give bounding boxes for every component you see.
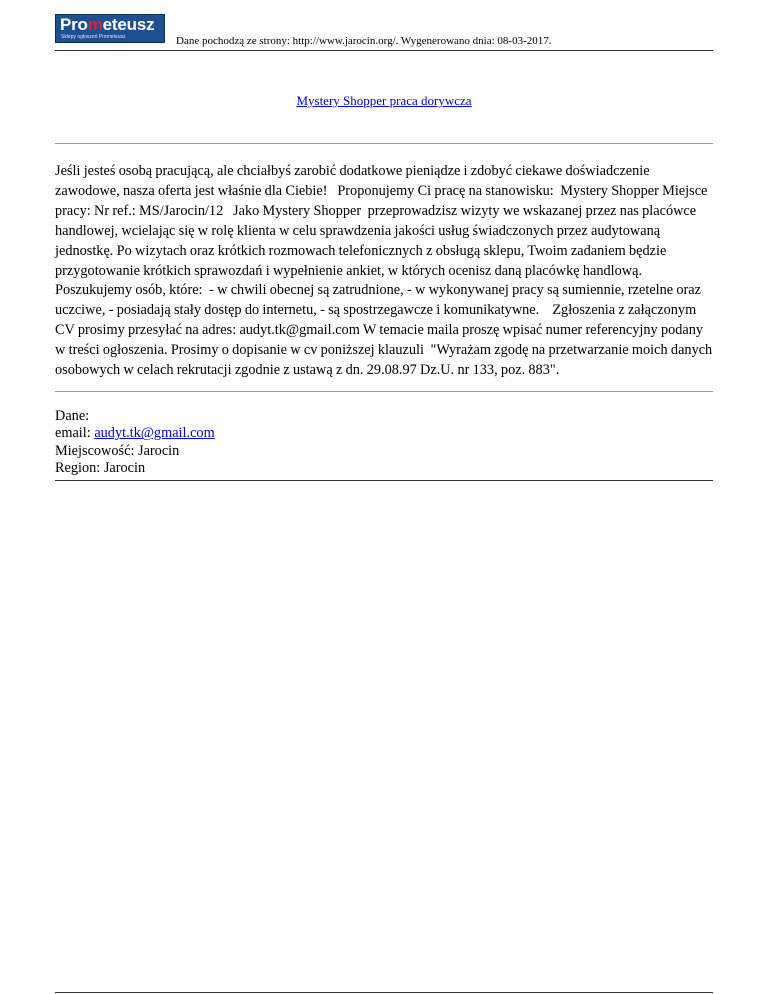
region-row [55,460,215,477]
footer-divider [55,992,713,993]
details-heading: Dane: [55,408,90,424]
details-divider [55,480,713,481]
email-label: email: [55,425,95,442]
divider [55,391,713,392]
logo-wordmark: Prometeusz [60,15,155,34]
region-label: Region: [55,460,104,477]
city-row [55,443,215,460]
source-info: Dane pochodzą ze strony: http://www.jarocin.org/. Wygenerowano dnia: 08-03-2017. [176,35,552,47]
divider [55,143,713,144]
city-label: Miejscowość: [55,442,138,459]
contact-details [55,408,215,478]
offer-title-link[interactable]: Mystery Shopper praca dorywcza [296,93,472,108]
city-value: Jarocin [138,442,180,459]
logo-subtitle: Sklepy ogłoszeń Prometeusz [61,34,126,40]
offer-description: Jeśli jesteś osobą pracującą, ale chciałbyś zarobić dodatkowe pieniądze i zdobyć ciekawe doświadczenie zawodowe, nasza oferta jest właśnie dla Ciebie! Proponujemy Ci pracę na stanowisku: Mystery Shopper Miejsce pracy: Nr ref.: MS/Jarocin/12 Jako Mystery Shopper przeprowadzisz wizyty we wskazanej przez nas placówce handlowej, wcielając się w rolę klienta w celu sprawdzenia jakości usług świadczonych przez audytowaną jednostkę. Po wizytach oraz krótkich rozmowach telefonicznych z obsługą sklepu, Twoim zadaniem będzie przygotowanie krótkich sprawozdań i wypełnienie ankiet, w których ocenisz daną placówkę handlową. Poszukujemy osób, które: - w chwili obecnej są zatrudnione, - w wykonywanej pracy są sumiennie, rzetelne oraz uczciwe, - posiadają stały dostęp do internetu, - są spostrzegawcze i komunikatywne. Zgłoszenia z załączonym CV prosimy przesyłać na adres: audyt.tk@gmail.com W temacie maila proszę wpisać numer referencyjny podany w treści ogłoszenia. Prosimy o dopisanie w cv poniższej klauzuli "Wyrażam zgodę na przetwarzanie moich danych osobowych w celach rekrutacji zgodnie z ustawą z dn. 29.08.97 Dz.U. nr 133, poz. 883". [55,163,716,379]
page-header [55,14,713,50]
header-divider [55,50,713,51]
email-link[interactable]: audyt.tk@gmail.com [94,425,215,442]
offer-title [55,93,713,109]
prometeusz-logo [55,14,165,43]
email-row [55,425,215,442]
region-value: Jarocin [103,460,146,477]
